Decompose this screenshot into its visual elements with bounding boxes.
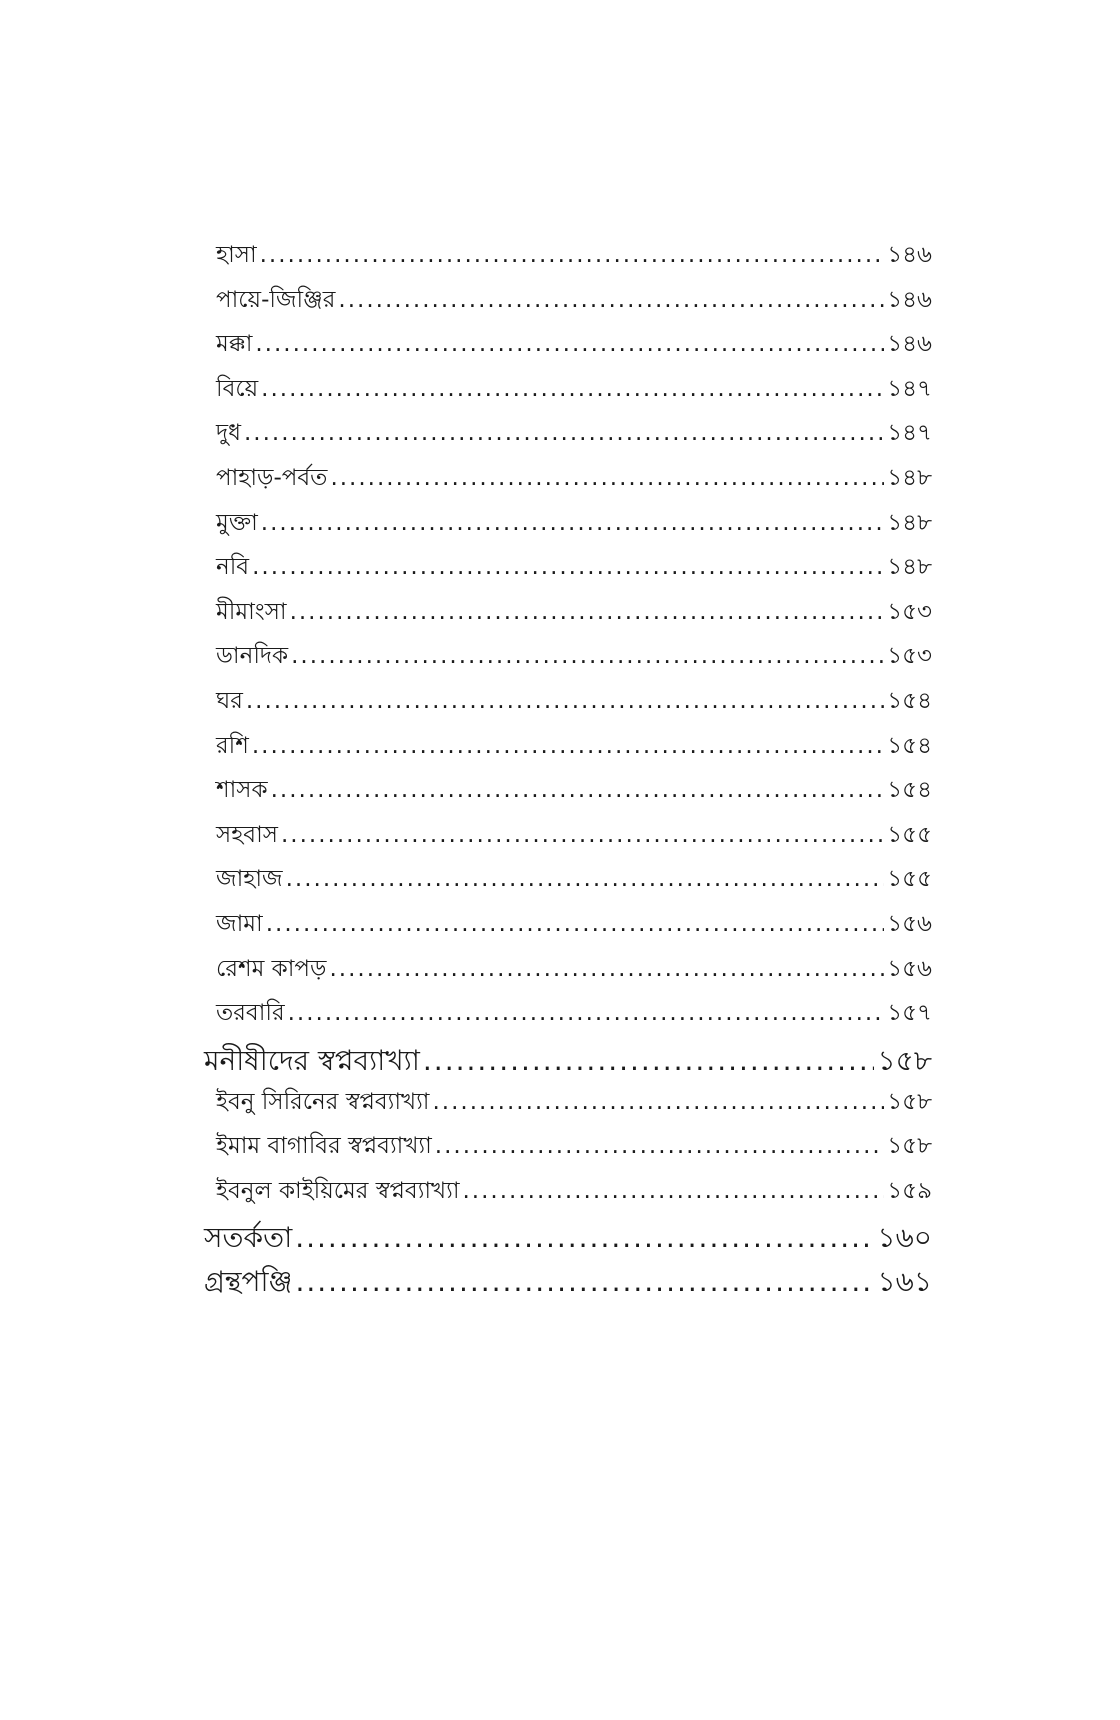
toc-dot-leader — [252, 554, 884, 580]
toc-entry — [204, 370, 932, 415]
toc-entry-page-number: ১৪৭ — [887, 375, 932, 402]
toc-entry-title: পায়ে-জিঞ্জির — [216, 286, 336, 313]
toc-entry-page-number: ১৪৭ — [887, 420, 932, 447]
toc-entry — [204, 459, 932, 504]
toc-dot-leader — [435, 1133, 884, 1159]
toc-entry — [204, 771, 932, 816]
toc-dot-leader — [281, 822, 884, 848]
toc-entry-page-number: ১৪৬ — [887, 331, 932, 358]
toc-entry-page-number: ১৪৮ — [887, 509, 932, 536]
toc-dot-leader — [290, 599, 885, 625]
toc-dot-leader — [423, 1044, 875, 1077]
toc-entry — [204, 727, 932, 772]
toc-dot-leader — [295, 1221, 874, 1254]
toc-entry-title: রশি — [216, 732, 249, 759]
toc-dot-leader — [266, 911, 884, 937]
toc-entry-title: জাহাজ — [216, 866, 283, 893]
toc-entry-title: মীমাংসা — [216, 598, 287, 625]
toc-entry-title: সহবাস — [216, 821, 278, 848]
toc-entry-page-number: ১৬০ — [877, 1221, 932, 1255]
toc-entry-page-number: ১৫৩ — [887, 643, 932, 670]
toc-entry-title: ইবনুল কাইয়িমের স্বপ্নব্যাখ্যা — [216, 1177, 460, 1204]
toc-entry-title: দুধ — [216, 420, 241, 447]
toc-entry-title: ইমাম বাগাবির স্বপ্নব্যাখ্যা — [216, 1133, 432, 1160]
toc-entry-page-number: ১৪৬ — [887, 286, 932, 313]
toc-entry-title: মক্কা — [216, 331, 253, 358]
toc-entry — [204, 637, 932, 682]
toc-entry-title: সতর্কতা — [204, 1221, 293, 1255]
toc-entry-page-number: ১৫৫ — [887, 866, 932, 893]
toc-entry-title: ইবনু সিরিনের স্বপ্নব্যাখ্যা — [216, 1088, 430, 1115]
toc-entry-page-number: ১৫৮ — [887, 1088, 932, 1115]
toc-entry-title: তরবারি — [216, 1000, 285, 1027]
toc-dot-leader — [246, 688, 884, 714]
toc-dot-leader — [261, 376, 884, 402]
toc-dot-leader — [338, 287, 884, 313]
toc-entry — [204, 816, 932, 861]
toc-entry — [204, 236, 932, 281]
toc-dot-leader — [288, 1000, 885, 1026]
toc-entry-page-number: ১৫৮ — [877, 1043, 932, 1077]
toc-dot-leader — [255, 331, 884, 357]
toc-entry-title: ডানদিক — [216, 643, 289, 670]
toc-dot-leader — [244, 420, 884, 446]
toc-entry-page-number: ১৫৫ — [887, 821, 932, 848]
toc-dot-leader — [260, 242, 885, 268]
toc-entry-title: জামা — [216, 910, 263, 937]
toc-entry-page-number: ১৫৬ — [887, 955, 932, 982]
toc-entry-title: রেশম কাপড় — [216, 955, 327, 982]
toc-dot-leader — [329, 956, 884, 982]
toc-entry — [204, 860, 932, 905]
toc-entry-title: নবি — [216, 554, 250, 581]
toc-entry — [204, 504, 932, 549]
toc-entry-page-number: ১৫৩ — [887, 598, 932, 625]
toc-entry-title: শাসক — [216, 777, 268, 804]
toc-entry-title: ঘর — [216, 687, 243, 714]
toc-entry — [204, 1127, 932, 1172]
toc-entry-title: বিয়ে — [216, 375, 259, 402]
toc-dot-leader — [291, 643, 884, 669]
toc-entry — [204, 1083, 932, 1128]
toc-entry-page-number: ১৪৮ — [887, 464, 932, 491]
toc-dot-leader — [261, 510, 884, 536]
toc-dot-leader — [271, 777, 885, 803]
toc-dot-leader — [432, 1089, 884, 1115]
toc-entry-page-number: ১৫৮ — [887, 1133, 932, 1160]
toc-entry — [204, 548, 932, 593]
toc-entry-page-number: ১৪৬ — [887, 242, 932, 268]
toc-entry — [204, 994, 932, 1039]
toc-section-entry — [204, 1216, 932, 1260]
toc-entry-title: মনীষীদের স্বপ্নব্যাখ্যা — [204, 1043, 420, 1077]
toc-dot-leader — [286, 866, 885, 892]
toc-entry-page-number: ১৫৪ — [887, 732, 932, 759]
toc-dot-leader — [252, 733, 884, 759]
toc-dot-leader — [463, 1178, 885, 1204]
table-of-contents — [204, 236, 932, 1304]
toc-entry — [204, 414, 932, 459]
toc-entry — [204, 950, 932, 995]
toc-entry-page-number: ১৫৯ — [887, 1177, 932, 1204]
toc-section-entry — [204, 1039, 932, 1083]
toc-entry-title: হাসা — [216, 242, 257, 268]
toc-entry — [204, 325, 932, 370]
toc-dot-leader — [295, 1265, 874, 1298]
toc-entry — [204, 281, 932, 326]
toc-entry-title: মুক্তা — [216, 509, 258, 536]
toc-entry — [204, 905, 932, 950]
toc-section-entry — [204, 1260, 932, 1304]
toc-entry-page-number: ১৫৬ — [887, 910, 932, 937]
toc-entry-title: গ্রন্থপঞ্জি — [204, 1265, 293, 1299]
toc-entry-page-number: ১৫৪ — [887, 777, 932, 804]
toc-entry-page-number: ১৬১ — [877, 1265, 932, 1299]
toc-dot-leader — [330, 465, 884, 491]
toc-entry-title: পাহাড়-পর্বত — [216, 464, 328, 491]
toc-entry — [204, 1172, 932, 1217]
toc-entry — [204, 682, 932, 727]
toc-entry-page-number: ১৫৭ — [887, 1000, 932, 1027]
toc-entry-page-number: ১৫৪ — [887, 687, 932, 714]
toc-entry-page-number: ১৪৮ — [887, 554, 932, 581]
toc-entry — [204, 593, 932, 638]
